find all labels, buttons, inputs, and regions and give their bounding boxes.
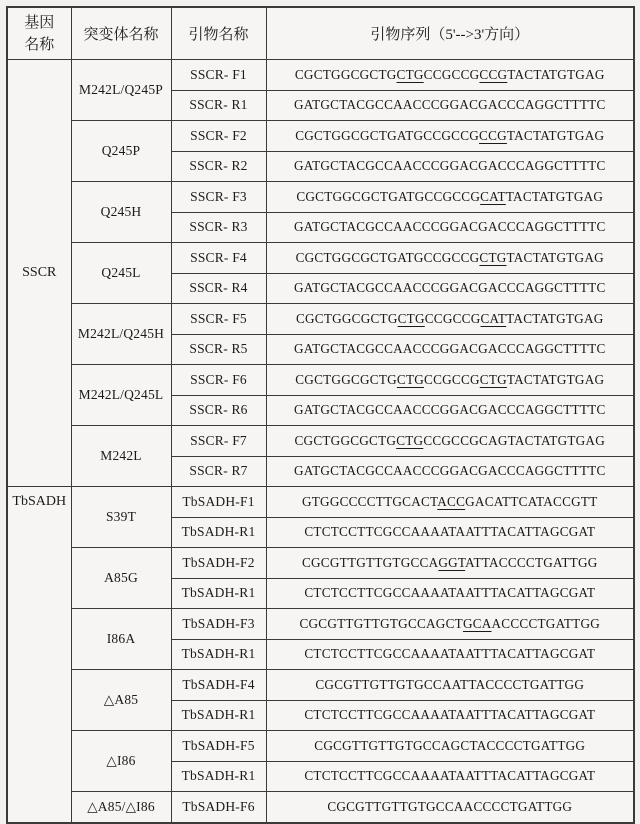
mutation-codon: CCG <box>479 128 507 143</box>
mutant-cell: M242L/Q245H <box>71 304 171 365</box>
sequence-cell: GATGCTACGCCAACCCGGACGACCCAGGCTTTTC <box>266 334 634 365</box>
header-gene-line2: 名称 <box>10 34 69 56</box>
mutation-codon: ACC <box>437 494 465 509</box>
table-row <box>7 792 634 823</box>
primer-name-cell: SSCR- R1 <box>171 90 266 121</box>
sequence-cell: GATGCTACGCCAACCCGGACGACCCAGGCTTTTC <box>266 212 634 243</box>
primer-name-cell: SSCR- F7 <box>171 426 266 457</box>
primer-name-cell: SSCR- F1 <box>171 60 266 91</box>
sequence-cell: CTCTCCTTCGCCAAAATAATTTACATTAGCGAT <box>266 578 634 609</box>
table-row <box>7 365 634 396</box>
primer-name-cell: TbSADH-R1 <box>171 639 266 670</box>
primer-name-cell: SSCR- F2 <box>171 121 266 152</box>
sequence-cell: CGCGTTGTTGTGCCAGGTATTACCCCTGATTGG <box>266 548 634 579</box>
sequence-cell: CGCGTTGTTGTGCCAGCTACCCCTGATTGG <box>266 731 634 762</box>
primer-name-cell: TbSADH-R1 <box>171 578 266 609</box>
mutation-codon: CTG <box>397 372 424 387</box>
mutation-codon: CTG <box>480 372 507 387</box>
primer-design-table <box>6 6 635 824</box>
table-row <box>7 670 634 701</box>
gene-name: TbSADH <box>10 487 69 517</box>
primer-name-cell: TbSADH-F4 <box>171 670 266 701</box>
mutant-cell: M242L <box>71 426 171 487</box>
mutant-cell: M242L/Q245L <box>71 365 171 426</box>
header-primer: 引物名称 <box>171 7 266 60</box>
sequence-cell: CTCTCCTTCGCCAAAATAATTTACATTAGCGAT <box>266 517 634 548</box>
primer-name-cell: SSCR- R2 <box>171 151 266 182</box>
primer-name-cell: SSCR- R4 <box>171 273 266 304</box>
mutation-codon: CTG <box>479 250 506 265</box>
primer-name-cell: SSCR- F3 <box>171 182 266 213</box>
header-sequence: 引物序列（5'-->3'方向） <box>266 7 634 60</box>
sequence-cell: GATGCTACGCCAACCCGGACGACCCAGGCTTTTC <box>266 90 634 121</box>
sequence-cell: CGCTGGCGCTGATGCCGCCGCCGTACTATGTGAG <box>266 121 634 152</box>
primer-name-cell: SSCR- F5 <box>171 304 266 335</box>
sequence-cell: CGCTGGCGCTGCTGCCGCCGCTGTACTATGTGAG <box>266 365 634 396</box>
sequence-cell: GATGCTACGCCAACCCGGACGACCCAGGCTTTTC <box>266 151 634 182</box>
mutation-codon: CCG <box>479 67 507 82</box>
table-row <box>7 60 634 91</box>
primer-name-cell: SSCR- R6 <box>171 395 266 426</box>
primer-name-cell: TbSADH-F2 <box>171 548 266 579</box>
primer-name-cell: SSCR- R7 <box>171 456 266 487</box>
mutant-cell: A85G <box>71 548 171 609</box>
table-row <box>7 487 634 518</box>
primer-name-cell: TbSADH-F1 <box>171 487 266 518</box>
primer-name-cell: TbSADH-F3 <box>171 609 266 640</box>
primer-name-cell: SSCR- R5 <box>171 334 266 365</box>
mutation-codon: CAT <box>481 311 507 326</box>
mutant-cell: △A85/△I86 <box>71 792 171 823</box>
mutant-cell: Q245L <box>71 243 171 304</box>
mutation-codon: CTG <box>397 67 424 82</box>
primer-name-cell: SSCR- F4 <box>171 243 266 274</box>
sequence-cell: GATGCTACGCCAACCCGGACGACCCAGGCTTTTC <box>266 273 634 304</box>
table-row <box>7 121 634 152</box>
mutant-cell: S39T <box>71 487 171 548</box>
sequence-cell: CTCTCCTTCGCCAAAATAATTTACATTAGCGAT <box>266 700 634 731</box>
table-row <box>7 609 634 640</box>
mutant-cell: Q245H <box>71 182 171 243</box>
mutation-codon: GGT <box>438 555 465 570</box>
mutation-codon: CAT <box>480 189 506 204</box>
header-gene <box>7 7 71 60</box>
mutant-cell: △I86 <box>71 731 171 792</box>
table-row <box>7 304 634 335</box>
sequence-cell: CGCTGGCGCTGCTGCCGCCGCATTACTATGTGAG <box>266 304 634 335</box>
sequence-cell: CGCGTTGTTGTGCCAACCCCTGATTGG <box>266 792 634 823</box>
header-gene-line1: 基因 <box>10 12 69 34</box>
primer-name-cell: TbSADH-F6 <box>171 792 266 823</box>
sequence-cell: CGCTGGCGCTGCTGCCGCCGCCGTACTATGTGAG <box>266 60 634 91</box>
table-row <box>7 426 634 457</box>
primer-name-cell: SSCR- R3 <box>171 212 266 243</box>
sequence-cell: CGCGTTGTTGTGCCAGCTGCAACCCCTGATTGG <box>266 609 634 640</box>
header-row <box>7 7 634 60</box>
mutation-codon: CTG <box>396 433 423 448</box>
mutant-cell: I86A <box>71 609 171 670</box>
table-header <box>7 7 634 60</box>
primer-name-cell: SSCR- F6 <box>171 365 266 396</box>
sequence-cell: CGCTGGCGCTGATGCCGCCGCTGTACTATGTGAG <box>266 243 634 274</box>
sequence-cell: CGCTGGCGCTGATGCCGCCGCATTACTATGTGAG <box>266 182 634 213</box>
sequence-cell: GTGGCCCCTTGCACTACCGACATTCATACCGTT <box>266 487 634 518</box>
primer-name-cell: TbSADH-R1 <box>171 761 266 792</box>
sequence-cell: CTCTCCTTCGCCAAAATAATTTACATTAGCGAT <box>266 761 634 792</box>
gene-cell <box>7 60 71 487</box>
table-row <box>7 182 634 213</box>
header-mutant: 突变体名称 <box>71 7 171 60</box>
sequence-cell: CTCTCCTTCGCCAAAATAATTTACATTAGCGAT <box>266 639 634 670</box>
mutant-cell: M242L/Q245P <box>71 60 171 121</box>
sequence-cell: CGCTGGCGCTGCTGCCGCCGCAGTACTATGTGAG <box>266 426 634 457</box>
gene-cell <box>7 487 71 823</box>
table-row <box>7 731 634 762</box>
gene-name: SSCR <box>10 265 69 281</box>
mutant-cell: △A85 <box>71 670 171 731</box>
table-body <box>7 60 634 823</box>
primer-name-cell: TbSADH-F5 <box>171 731 266 762</box>
mutation-codon: GCA <box>463 616 492 631</box>
sequence-cell: GATGCTACGCCAACCCGGACGACCCAGGCTTTTC <box>266 456 634 487</box>
primer-name-cell: TbSADH-R1 <box>171 517 266 548</box>
mutant-cell: Q245P <box>71 121 171 182</box>
sequence-cell: CGCGTTGTTGTGCCAATTACCCCTGATTGG <box>266 670 634 701</box>
primer-name-cell: TbSADH-R1 <box>171 700 266 731</box>
table-row <box>7 243 634 274</box>
table-row <box>7 548 634 579</box>
mutation-codon: CTG <box>398 311 425 326</box>
sequence-cell: GATGCTACGCCAACCCGGACGACCCAGGCTTTTC <box>266 395 634 426</box>
